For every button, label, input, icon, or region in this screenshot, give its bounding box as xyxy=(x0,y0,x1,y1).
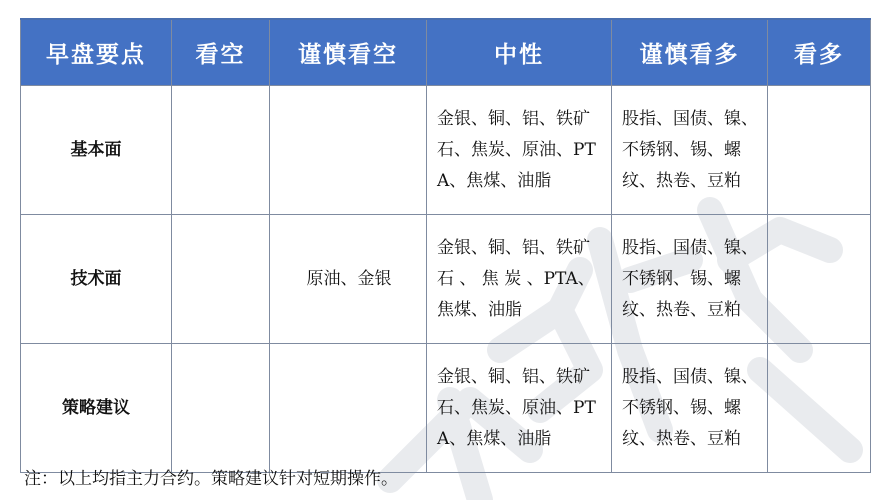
fundamentals-bearish-cell xyxy=(172,86,270,215)
strategy-neutral-cell: 金银、铜、铝、铁矿石、焦炭、原油、PTA、焦煤、油脂 xyxy=(427,344,612,473)
header-bearish: 看空 xyxy=(172,19,270,86)
fundamentals-bullish-cell xyxy=(768,86,871,215)
strategy-bullish-cell xyxy=(768,344,871,473)
row-fundamentals xyxy=(21,86,871,215)
strategy-cautious-bearish-cell xyxy=(270,344,427,473)
row-strategy xyxy=(21,344,871,473)
header-row xyxy=(21,19,871,86)
strategy-cautious-bullish-cell: 股指、国债、镍、不锈钢、锡、螺纹、热卷、豆粕 xyxy=(612,344,768,473)
header-cautious-bullish: 谨慎看多 xyxy=(612,19,768,86)
technicals-neutral-cell: 金银、铜、铝、铁矿 石 、 焦 炭 、PTA、焦煤、油脂 xyxy=(427,215,612,344)
fundamentals-neutral-cell: 金银、铜、铝、铁矿石、焦炭、原油、PTA、焦煤、油脂 xyxy=(427,86,612,215)
row-technicals xyxy=(21,215,871,344)
footnote: 注：以上均指主力合约。策略建议针对短期操作。 xyxy=(24,469,398,489)
market-outlook-table xyxy=(20,18,871,473)
technicals-bullish-cell xyxy=(768,215,871,344)
header-bullish: 看多 xyxy=(768,19,871,86)
header-morning-points: 早盘要点 xyxy=(21,19,172,86)
fundamentals-cautious-bearish-cell xyxy=(270,86,427,215)
row-label-fundamentals: 基本面 xyxy=(21,86,172,215)
technicals-cautious-bearish-cell: 原油、金银 xyxy=(270,215,427,344)
header-cautious-bearish: 谨慎看空 xyxy=(270,19,427,86)
technicals-bearish-cell xyxy=(172,215,270,344)
header-neutral: 中性 xyxy=(427,19,612,86)
row-label-strategy: 策略建议 xyxy=(21,344,172,473)
strategy-bearish-cell xyxy=(172,344,270,473)
technicals-cautious-bullish-cell: 股指、国债、镍、不锈钢、锡、螺纹、热卷、豆粕 xyxy=(612,215,768,344)
row-label-technicals: 技术面 xyxy=(21,215,172,344)
fundamentals-cautious-bullish-cell: 股指、国债、镍、不锈钢、锡、螺纹、热卷、豆粕 xyxy=(612,86,768,215)
